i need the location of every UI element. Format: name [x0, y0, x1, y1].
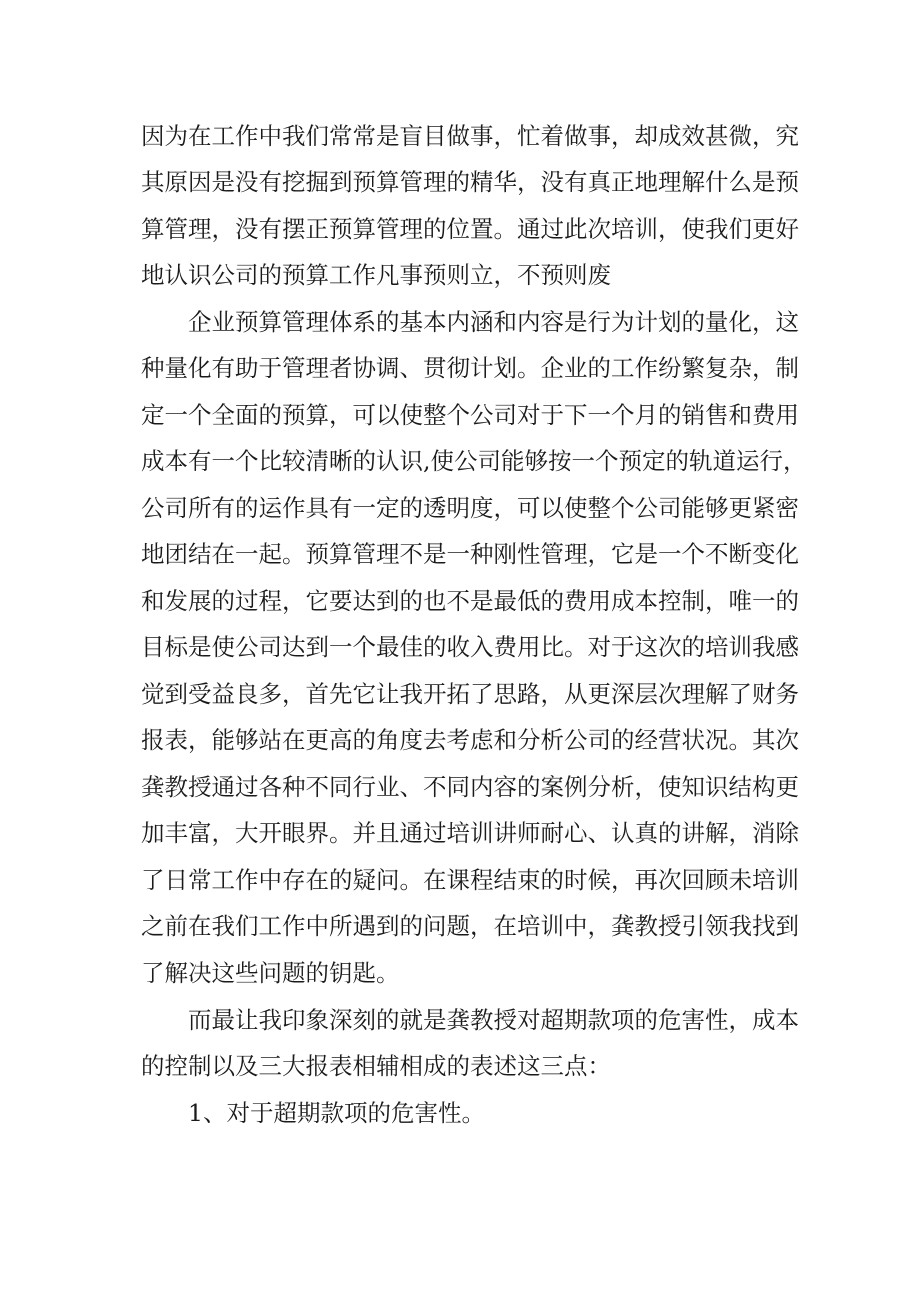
paragraph-2-line-1: 企业预算管理体系的基本内涵和内容是行为计划的量化，这 [188, 308, 799, 336]
paragraph-3-line-2: 的控制以及三大报表相辅相成的表述这三点： [141, 1052, 611, 1080]
paragraph-2-line-13: 了日常工作中存在的疑问。在课程结束的时候，再次回顾未培训 [141, 866, 799, 894]
paragraph-2-line-14: 之前在我们工作中所遇到的问题，在培训中，龚教授引领我找到 [141, 912, 799, 940]
paragraph-2-line-10: 报表，能够站在更高的角度去考虑和分析公司的经营状况。其次 [141, 726, 799, 754]
paragraph-2-line-9: 觉到受益良多，首先它让我开拓了思路，从更深层次理解了财务 [141, 680, 799, 708]
paragraph-1-line-3: 算管理，没有摆正预算管理的位置。通过此次培训，使我们更好 [141, 215, 799, 243]
paragraph-2-line-2: 种量化有助于管理者协调、贯彻计划。企业的工作纷繁复杂，制 [141, 354, 799, 382]
paragraph-4-line-1: 1、对于超期款项的危害性。 [188, 1099, 485, 1127]
paragraph-2-line-11: 龚教授通过各种不同行业、不同内容的案例分析，使知识结构更 [141, 773, 799, 801]
paragraph-3-line-1: 而最让我印象深刻的就是龚教授对超期款项的危害性，成本 [188, 1006, 799, 1034]
paragraph-2-line-15: 了解决这些问题的钥匙。 [141, 959, 400, 987]
paragraph-2-line-6: 地团结在一起。预算管理不是一种刚性管理，它是一个不断变化 [141, 540, 799, 568]
paragraph-2-line-4: 成本有一个比较清晰的认识,使公司能够按一个预定的轨道运行， [141, 447, 807, 475]
paragraph-2-line-7: 和发展的过程，它要达到的也不是最低的费用成本控制，唯一的 [141, 587, 799, 615]
paragraph-1-line-2: 其原因是没有挖掘到预算管理的精华，没有真正地理解什么是预 [141, 168, 799, 196]
paragraph-2-line-8: 目标是使公司达到一个最佳的收入费用比。对于这次的培训我感 [141, 633, 799, 661]
paragraph-2-line-5: 公司所有的运作具有一定的透明度，可以使整个公司能够更紧密 [141, 494, 799, 522]
paragraph-2-line-12: 加丰富，大开眼界。并且通过培训讲师耐心、认真的讲解，消除 [141, 819, 799, 847]
paragraph-2-line-3: 定一个全面的预算，可以使整个公司对于下一个月的销售和费用 [141, 401, 799, 429]
paragraph-1-line-4: 地认识公司的预算工作凡事预则立，不预则废 [141, 261, 611, 289]
paragraph-1-line-1: 因为在工作中我们常常是盲目做事，忙着做事，却成效甚微，究 [141, 122, 799, 150]
